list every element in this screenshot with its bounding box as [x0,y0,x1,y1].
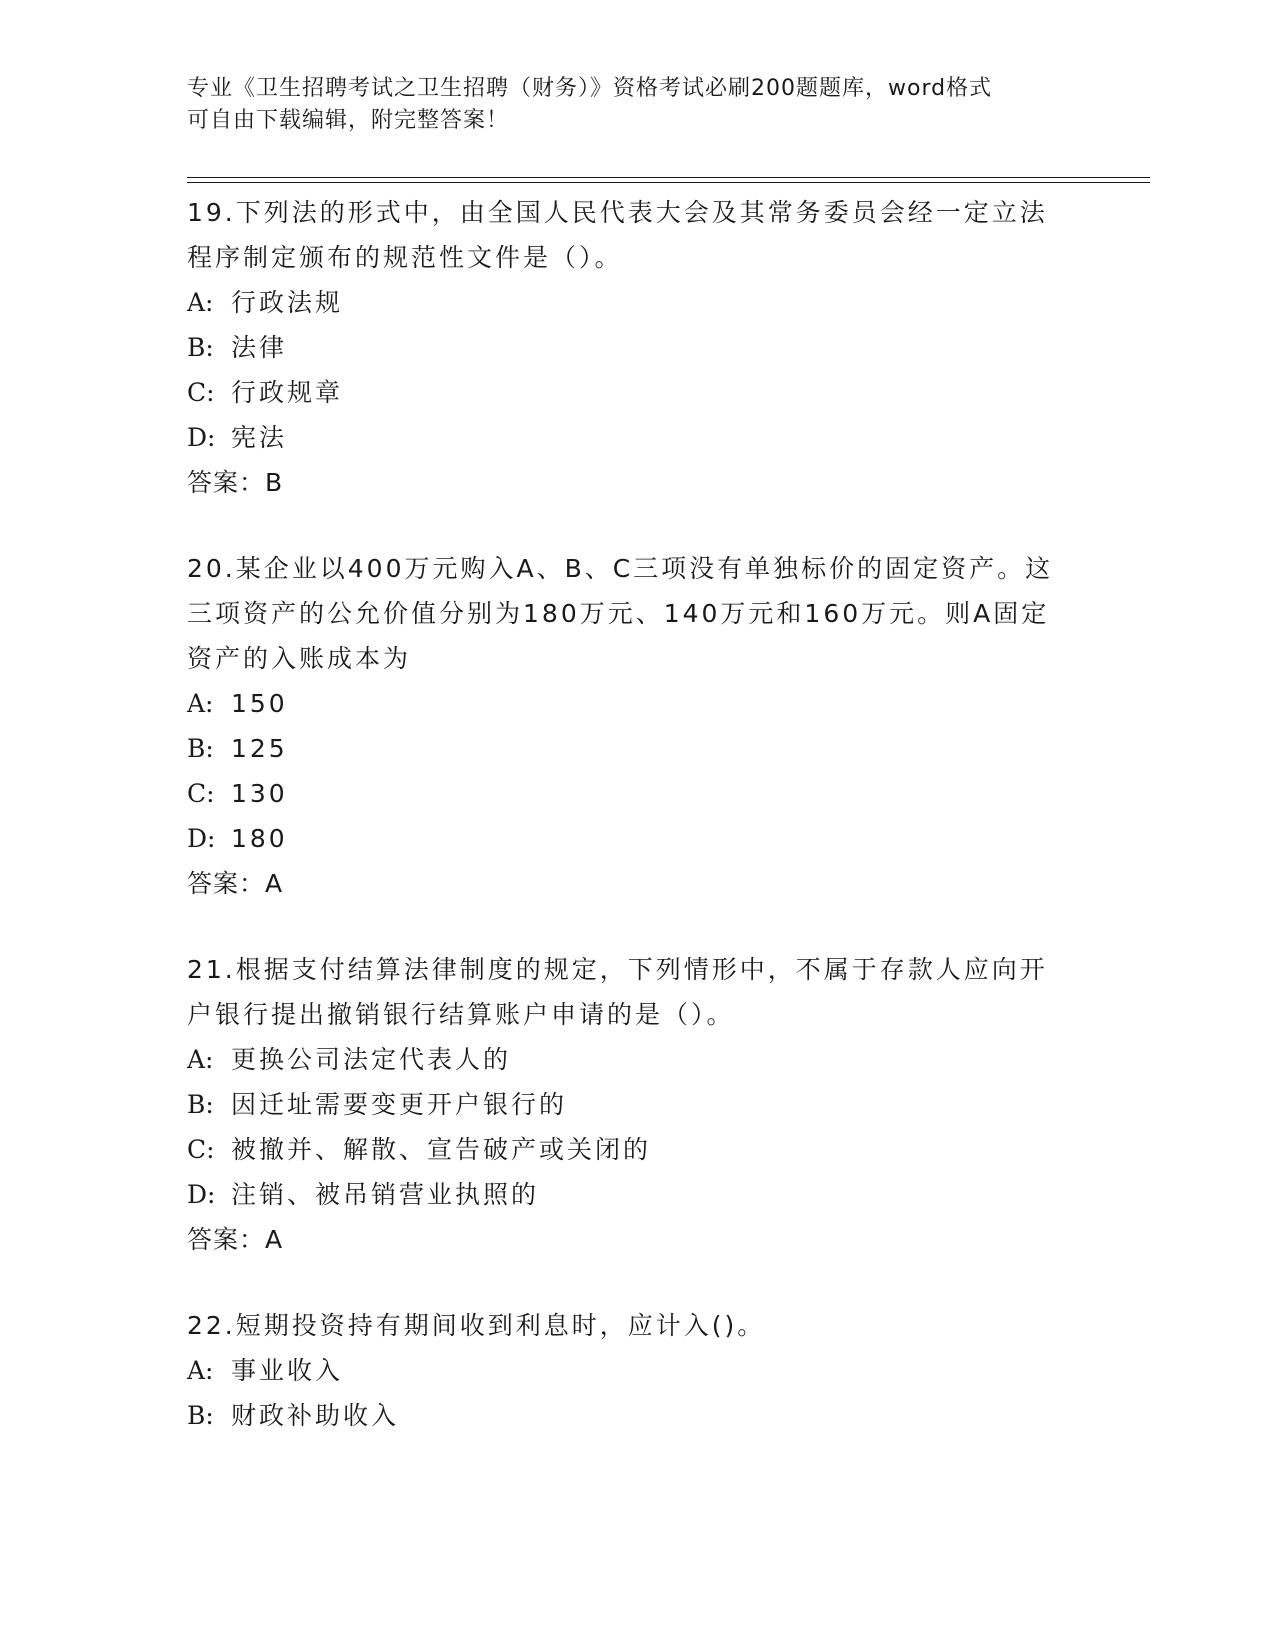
option-text: 被撤并、解散、宣告破产或关闭的 [231,1135,652,1164]
option-letter: B: [187,734,214,763]
answer-option [187,280,1087,325]
header-line-1: 专业《卫生招聘考试之卫生招聘（财务）》资格考试必刷200题题库，word格式 [187,76,993,101]
option-letter: C: [187,378,215,407]
option-text: 事业收入 [231,1356,344,1385]
option-text: 注销、被吊销营业执照的 [231,1180,540,1209]
answer-option [187,1348,1087,1393]
option-text: 125 [231,734,288,763]
option-letter: D: [187,824,216,853]
option-letter: B: [187,1401,214,1430]
header-line-2: 可自由下载编辑，附完整答案！ [187,108,510,133]
option-text: 行政规章 [231,378,344,407]
question-stem-line: 22.短期投资持有期间收到利息时，应计入()。 [187,1311,766,1340]
option-letter: C: [187,779,215,808]
question-stem-line: 程序制定颁布的规范性文件是（）。 [187,243,623,272]
option-letter: D: [187,1180,216,1209]
answer-key: 答案：B [187,468,284,497]
answer-option [187,1172,1087,1217]
question-stem-line: 资产的入账成本为 [187,644,412,673]
option-text: 180 [231,824,288,853]
option-text: 宪法 [231,423,288,452]
option-letter: A: [187,1045,214,1074]
option-letter: B: [187,1090,214,1119]
option-text: 130 [231,779,288,808]
option-text: 因迁址需要变更开户银行的 [231,1090,568,1119]
answer-option [187,415,1087,460]
question-block [187,546,1087,906]
option-text: 150 [231,689,288,718]
option-letter: A: [187,689,214,718]
option-letter: A: [187,1356,214,1385]
option-letter: D: [187,423,216,452]
answer-key: 答案：A [187,1225,284,1254]
option-text: 更换公司法定代表人的 [231,1045,512,1074]
option-text: 财政补助收入 [231,1401,400,1430]
answer-option [187,325,1087,370]
answer-option [187,370,1087,415]
answer-option [187,1037,1087,1082]
answer-option [187,1082,1087,1127]
question-stem-line: 三项资产的公允价值分别为180万元、140万元和160万元。则A固定 [187,599,1050,628]
header-divider-bottom [187,182,1150,183]
question-stem-line: 21.根据支付结算法律制度的规定，下列情形中，不属于存款人应向开 [187,955,1048,984]
question-stem-line: 户银行提出撤销银行结算账户申请的是（）。 [187,1000,735,1029]
document-header [187,73,1067,137]
option-letter: C: [187,1135,215,1164]
answer-option [187,681,1087,726]
header-divider-top [187,177,1150,178]
question-list [187,190,1087,1479]
question-block [187,190,1087,505]
answer-key: 答案：A [187,869,284,898]
question-stem-line: 19.下列法的形式中，由全国人民代表大会及其常务委员会经一定立法 [187,198,1048,227]
option-letter: B: [187,333,214,362]
question-block [187,947,1087,1262]
option-letter: A: [187,288,214,317]
question-block [187,1303,1087,1438]
answer-option [187,1127,1087,1172]
answer-option [187,726,1087,771]
option-text: 法律 [231,333,288,362]
answer-option [187,1393,1087,1438]
question-stem-line: 20.某企业以400万元购入A、B、C三项没有单独标价的固定资产。这 [187,554,1054,583]
option-text: 行政法规 [231,288,344,317]
answer-option [187,771,1087,816]
answer-option [187,816,1087,861]
